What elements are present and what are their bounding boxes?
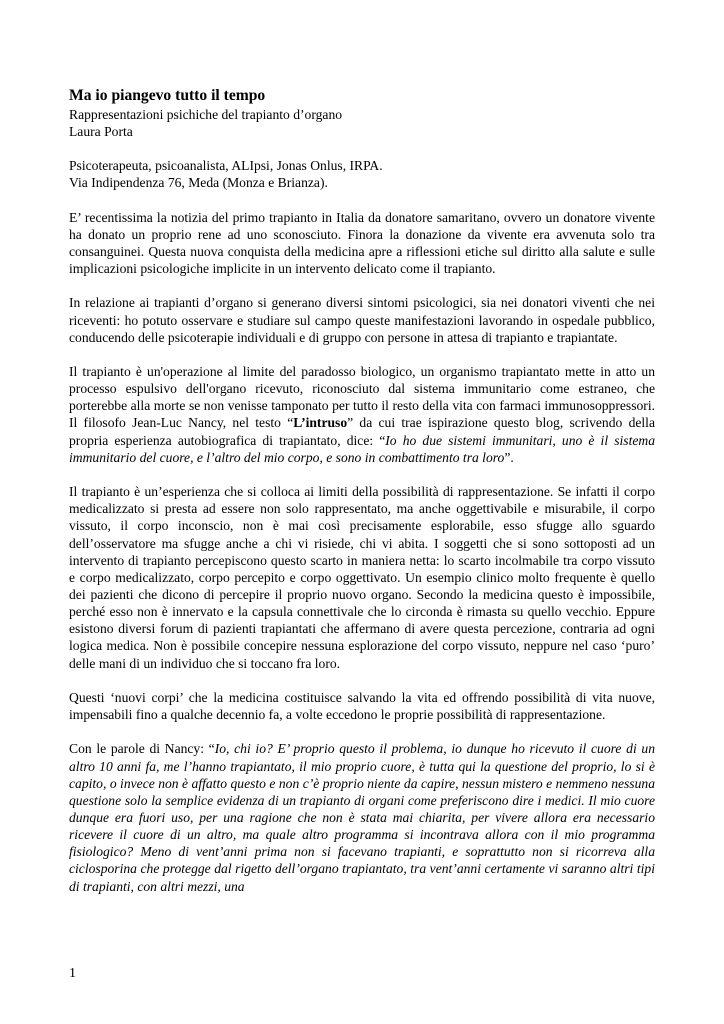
nancy-quote-1: Io ho due sistemi immunitari, uno è il sistema immunitario del cuore, e l’altro del mio corpo, e sono in combattimento tra loro <box>69 432 655 465</box>
spacer <box>69 140 655 157</box>
author-affiliation: Psicoterapeuta, psicoanalista, ALIpsi, Jonas Onlus, IRPA. <box>69 158 383 174</box>
book-title-intruso: L’intruso <box>293 415 348 431</box>
document-subtitle: Rappresentazioni psichiche del trapianto d’organo <box>69 107 343 122</box>
paragraph-5: Questi ‘nuovi corpi’ che la medicina costituisce salvando la vita ed offrendo possibilità di vita nuove, impensabili fino a qualche decennio fa, a volte eccedono le proprie possibilità di rappresentazione. <box>69 689 655 723</box>
paragraph-3-text-a: Il trapianto è un'operazione al limite del paradosso biologico, un organismo trapiantato mette in atto un processo espulsivo dell'organo ricevuto, riconosciuto dal sistema immunitario come estraneo, che porterebbe alla morte se non venisse tamponato per tutto il resto della vita con farmaci immunosoppressori. Il filosofo Jean-Luc Nancy, nel testo “ <box>69 364 655 431</box>
paragraph-2: In relazione ai trapianti d’organo si generano diversi sintomi psicologici, sia nei donatori viventi che nei riceventi: ho potuto osservare e studiare sul campo queste manifestazioni lavorando in ospedale pubblico, conducendo delle psicoterapie individuali e di gruppo con persone in attesa di trapianto e trapiantate. <box>69 295 655 345</box>
paragraph-1: E’ recentissima la notizia del primo trapianto in Italia da donatore samaritano, ovvero un donatore vivente ha donato un proprio rene ad uno sconosciuto. Finora la donazione da vivente era avvenuta solo tra consanguinei. Questa nuova conquista della medicina apre a riflessioni etiche sul diritto alla salute e sulle implicazioni psicologiche implicite in un intervento delicato come il trapianto. <box>69 209 655 277</box>
author-address: Via Indipendenza 76, Meda (Monza e Brianza). <box>69 175 328 191</box>
paragraph-6-text-a: Con le parole di Nancy: “ <box>69 741 215 757</box>
paragraph-3-text-c: ”. <box>504 449 514 465</box>
paragraph-3-text-b: ” da cui trae ispirazione questo blog, scrivendo della propria esperienza autobiografica di trapiantato, dice: “ <box>69 415 655 448</box>
nancy-quote-2: Io, chi io? E’ proprio questo il problema, io dunque ho ricevuto il cuore di un altro 10 anni fa, me l’hanno trapiantato, il mio proprio cuore, è tutta qui la questione del proprio, lo si è capito, o invece non è affatto questo e non c’è proprio niente da capire, nessun mistero e nemmeno nessuna questione solo la semplice evidenza di un trapianto di organi come preferiscono dire i medici. Il mio cuore dunque era fuori uso, per una ragione che non è stata mai chiarita, per vivere allora era necessario ricevere il cuore di un altro, ma quale altro programma si incontrava allora con il mio programma fisiologico? Meno di vent’anni prima non si facevano trapianti, e soprattutto non si ricorreva alla ciclosporina che protegge dal rigetto dell’organo trapiantato, tra vent’anni certamente vi saranno altri tipi di trapianti, con altri mezzi, una <box>69 741 655 894</box>
paragraph-6 <box>69 740 655 894</box>
document-title: Ma io piangevo tutto il tempo <box>69 87 266 104</box>
page-number: 1 <box>69 966 76 981</box>
paragraph-4: Il trapianto è un’esperienza che si colloca ai limiti della possibilità di rappresentazione. Se infatti il corpo medicalizzato si presta ad essere non solo rappresentato, ma anche oggettivabile e misurabile, il corpo vissuto, il corpo inconscio, non è mai così precisamente esplorabile, esso sfugge allo sguardo dell’osservatore ma sfugge anche a chi vi risiede, chi vi abita. I soggetti che si sono sottoposti ad un intervento di trapianto percepiscono questo scarto in maniera netta: lo scarto incolmabile tra corpo vissuto e corpo medicalizzato, corpo percepito e corpo oggettivato. Un esempio clinico molto frequente è quello dei pazienti che dicono di percepire il proprio nuovo organo. Secondo la medicina questo è impossibile, perché esso non è innervato e la capsula connettivale che lo circonda è rimasta su quello vecchio. Eppure esistono diversi forum di pazienti trapiantati che affermano di avere questa percezione, contraria ad ogni logica medica. Non è possibile concepire nessuna esplorazione del corpo vissuto, neppure nel caso ‘puro’ delle mani di un individuo che si toccano fra loro. <box>69 484 655 671</box>
author-name: Laura Porta <box>69 124 133 140</box>
paragraph-3 <box>69 363 655 466</box>
spacer <box>69 192 655 209</box>
document-page <box>69 86 655 912</box>
